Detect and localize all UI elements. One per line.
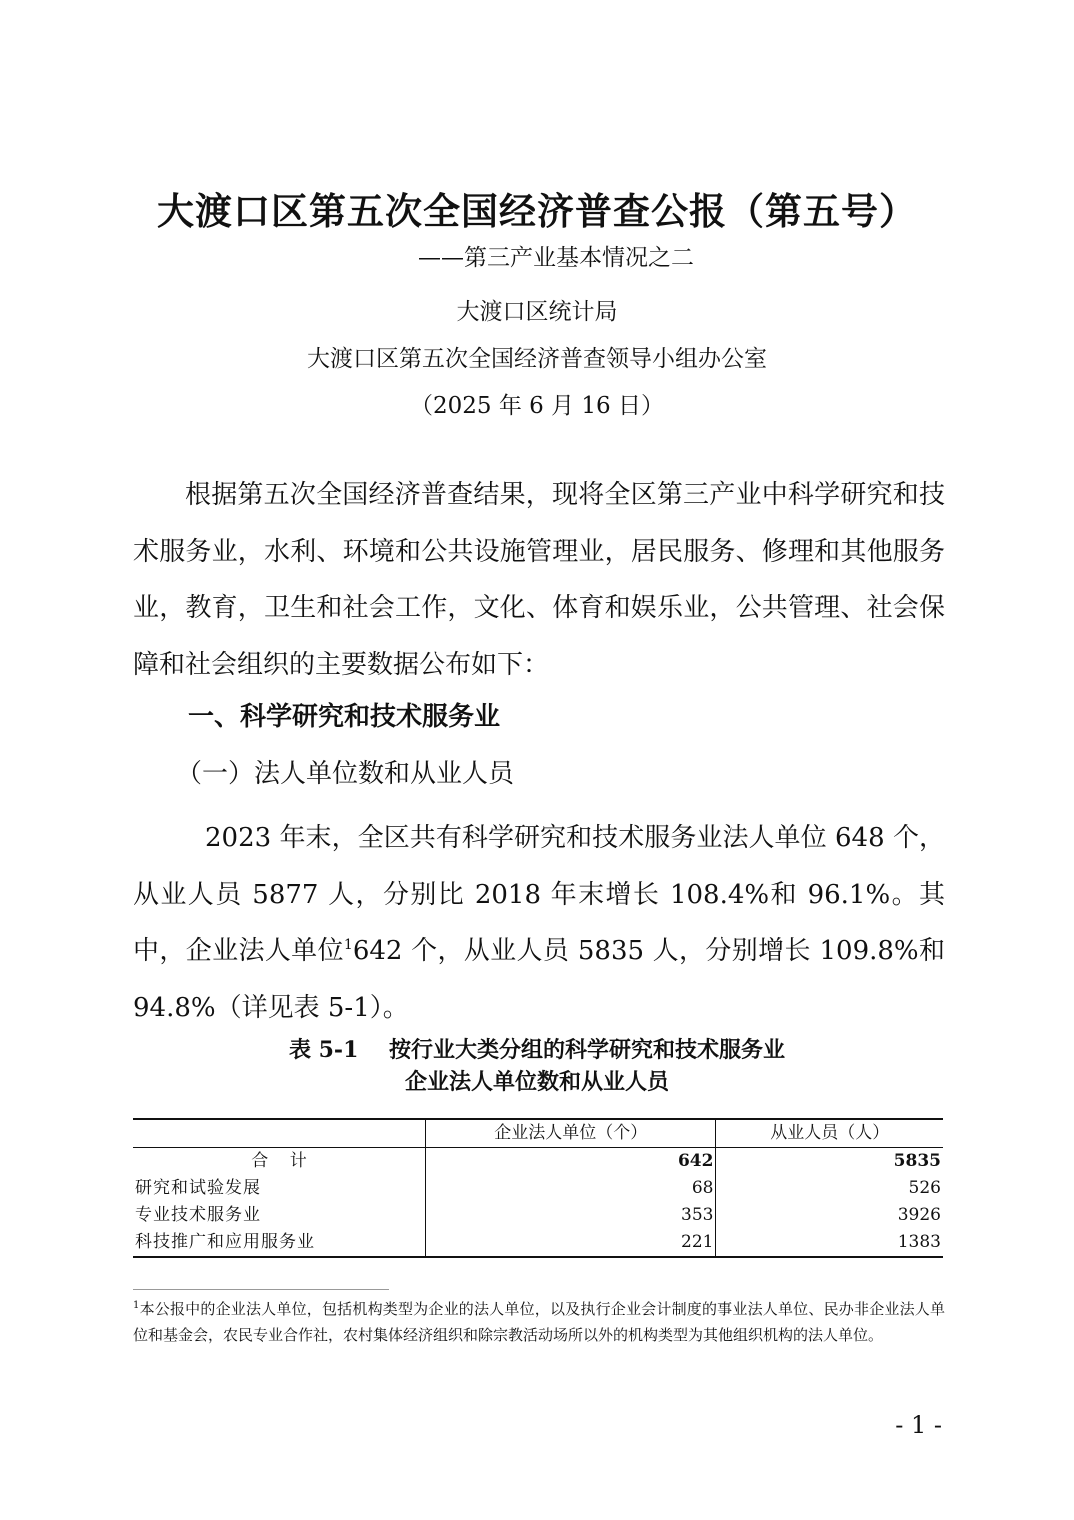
table-header-employees: 从业人员（人） — [716, 1119, 943, 1148]
table-caption-line2: 企业法人单位数和从业人员 — [404, 1069, 669, 1095]
publication-date: （2025 年 6 月 16 日） — [410, 393, 664, 419]
table-cell-label: 科技推广和应用服务业 — [133, 1229, 426, 1257]
table-cell-employees: 526 — [716, 1175, 943, 1202]
table-cell-employees: 5835 — [716, 1148, 943, 1176]
table-cell-units: 642 — [426, 1148, 716, 1176]
table-header-row — [133, 1119, 943, 1148]
table-cell-label: 研究和试验发展 — [135, 1178, 261, 1198]
paragraph-text-start: 2023 年末，全区共有科学研究和技术服务业法人单位 648 个，从业人员 5877 人，分别比 2018 年末增长 108.4%和 96.1%。其中，企业法人单位 — [133, 823, 945, 967]
footnote — [133, 1297, 945, 1348]
table-cell-employees: 3926 — [716, 1202, 943, 1229]
issuer-statistics-bureau: 大渡口区统计局 — [456, 299, 618, 325]
table-row-total — [133, 1148, 943, 1176]
page-number: - 1 - — [895, 1411, 942, 1439]
table-row — [133, 1229, 943, 1257]
footnote-mark: 1 — [133, 1300, 140, 1311]
data-table — [133, 1118, 943, 1258]
table-header-units: 企业法人单位（个） — [426, 1119, 716, 1148]
table-cell-units: 353 — [426, 1202, 716, 1229]
table-row — [133, 1202, 943, 1229]
table-row — [133, 1175, 943, 1202]
table-cell-units: 68 — [426, 1175, 716, 1202]
table-cell-employees: 1383 — [716, 1229, 943, 1257]
table-cell-label: 合 计 — [251, 1151, 307, 1171]
document-subtitle: ——第三产业基本情况之二 — [418, 245, 694, 271]
table-cell-label: 专业技术服务业 — [135, 1205, 261, 1225]
footnote-text: 本公报中的企业法人单位，包括机构类型为企业的法人单位，以及执行企业会计制度的事业法人单位、民办非企业法人单位和基金会，农民专业合作社，农村集体经济组织和除宗教活动场所以外的机构类型为其他组织机构的法人单位。 — [133, 1300, 945, 1344]
intro-paragraph: 根据第五次全国经济普查结果，现将全区第三产业中科学研究和技术服务业，水利、环境和公共设施管理业，居民服务、修理和其他服务业，教育，卫生和社会工作，文化、体育和娱乐业，公共管理、社会保障和社会组织的主要数据公布如下： — [133, 480, 945, 680]
subsection-heading: （一）法人单位数和从业人员 — [176, 759, 515, 789]
footnote-divider — [133, 1289, 389, 1290]
table-header-blank — [133, 1119, 426, 1148]
issuer-census-office: 大渡口区第五次全国经济普查领导小组办公室 — [307, 346, 767, 372]
section-heading: 一、科学研究和技术服务业 — [188, 702, 501, 732]
document-title: 大渡口区第五次全国经济普查公报（第五号） — [157, 189, 917, 233]
table-caption-line1: 表 5-1 按行业大类分组的科学研究和技术服务业 — [288, 1037, 786, 1063]
paragraph-text-end: 642 个，从业人员 5835 人，分别增长 109.8%和 94.8%（详见表 5-1）。 — [133, 936, 945, 1023]
section-paragraph — [133, 810, 945, 1036]
footnote-reference[interactable]: 1 — [343, 937, 353, 954]
table-cell-units: 221 — [426, 1229, 716, 1257]
table-caption — [0, 1034, 1074, 1098]
